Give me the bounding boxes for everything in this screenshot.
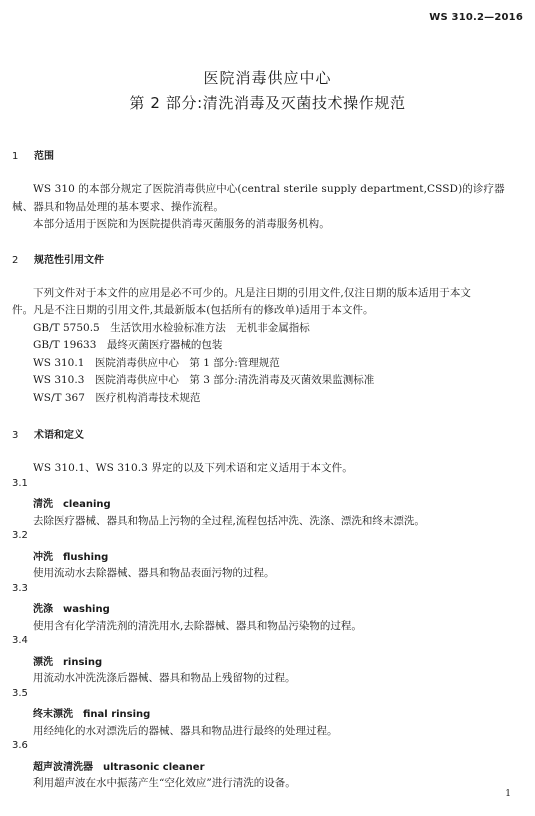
term-heading: [33, 548, 108, 563]
term-definition: 用经纯化的水对漂洗后的器械、器具和物品进行最终的处理过程。: [33, 725, 338, 737]
term-heading: [33, 653, 102, 668]
section-3-title: 术语和定义: [34, 430, 84, 441]
term-en: flushing: [63, 552, 109, 563]
clause-number: 3.6: [12, 740, 28, 751]
term-en: ultrasonic cleaner: [103, 762, 205, 773]
term-heading: [33, 758, 205, 773]
section-1-para2: 本部分适用于医院和为医院提供消毒灭菌服务的消毒服务机构。: [33, 218, 330, 230]
section-3-number: 3: [12, 430, 19, 441]
term-heading: [33, 600, 110, 615]
term-en: rinsing: [63, 657, 103, 668]
term-en: cleaning: [63, 499, 111, 510]
term-en: final rinsing: [83, 709, 151, 720]
term-heading: [33, 495, 111, 510]
document-title-line1: 医院消毒供应中心: [203, 69, 332, 87]
clause-number: 3.1: [12, 478, 28, 489]
clause-number: 3.5: [12, 688, 28, 699]
reference-item: WS 310.1 医院消毒供应中心 第 1 部分:管理规范: [33, 357, 280, 369]
section-2-heading: [12, 251, 104, 266]
section-2-number: 2: [12, 255, 19, 266]
term-definition: 利用超声波在水中振荡产生“空化效应”进行清洗的设备。: [33, 777, 296, 789]
section-1-para1-line1: WS 310 的本部分规定了医院消毒供应中心(central sterile supply department,CSSD)的诊疗器: [33, 183, 505, 195]
term-zh: 漂洗: [33, 657, 53, 668]
section-2-title: 规范性引用文件: [34, 255, 104, 266]
section-2-para-line2: 件。凡是不注日期的引用文件,其最新版本(包括所有的修改单)适用于本文件。: [12, 304, 374, 316]
section-1-heading: [12, 147, 54, 162]
document-title-line2: 第 2 部分:清洗消毒及灭菌技术操作规范: [129, 94, 406, 112]
section-1-title: 范围: [34, 151, 54, 162]
term-definition: 使用含有化学清洗剂的清洗用水,去除器械、器具和物品污染物的过程。: [33, 620, 362, 632]
term-zh: 冲洗: [33, 552, 53, 563]
section-1-number: 1: [12, 151, 19, 162]
clause-number: 3.3: [12, 583, 28, 594]
clause-number: 3.2: [12, 530, 28, 541]
term-definition: 用流动水冲洗洗涤后器械、器具和物品上残留物的过程。: [33, 672, 296, 684]
term-definition: 使用流动水去除器械、器具和物品表面污物的过程。: [33, 567, 275, 579]
term-zh: 洗涤: [33, 604, 53, 615]
term-definition: 去除医疗器械、器具和物品上污物的全过程,流程包括冲洗、洗涤、漂洗和终末漂洗。: [33, 515, 425, 527]
term-zh: 超声波清洗器: [33, 762, 93, 773]
term-en: washing: [63, 604, 110, 615]
section-3-intro: WS 310.1、WS 310.3 界定的以及下列术语和定义适用于本文件。: [33, 462, 353, 474]
reference-item: GB/T 19633 最终灭菌医疗器械的包装: [33, 339, 223, 351]
standard-number: WS 310.2—2016: [429, 12, 523, 23]
section-2-para-line1: 下列文件对于本文件的应用是必不可少的。凡是注日期的引用文件,仅注日期的版本适用于本文: [33, 287, 472, 299]
term-zh: 终末漂洗: [33, 709, 73, 720]
reference-item: GB/T 5750.5 生活饮用水检验标准方法 无机非金属指标: [33, 322, 310, 334]
reference-item: WS 310.3 医院消毒供应中心 第 3 部分:清洗消毒及灭菌效果监测标准: [33, 374, 375, 386]
term-zh: 清洗: [33, 499, 53, 510]
clause-number: 3.4: [12, 635, 28, 646]
section-1-para1-line2: 械、器具和物品处理的基本要求、操作流程。: [12, 201, 224, 213]
section-3-heading: [12, 426, 84, 441]
term-heading: [33, 705, 150, 720]
page-number: 1: [505, 789, 511, 799]
reference-item: WS/T 367 医疗机构消毒技术规范: [33, 392, 201, 404]
